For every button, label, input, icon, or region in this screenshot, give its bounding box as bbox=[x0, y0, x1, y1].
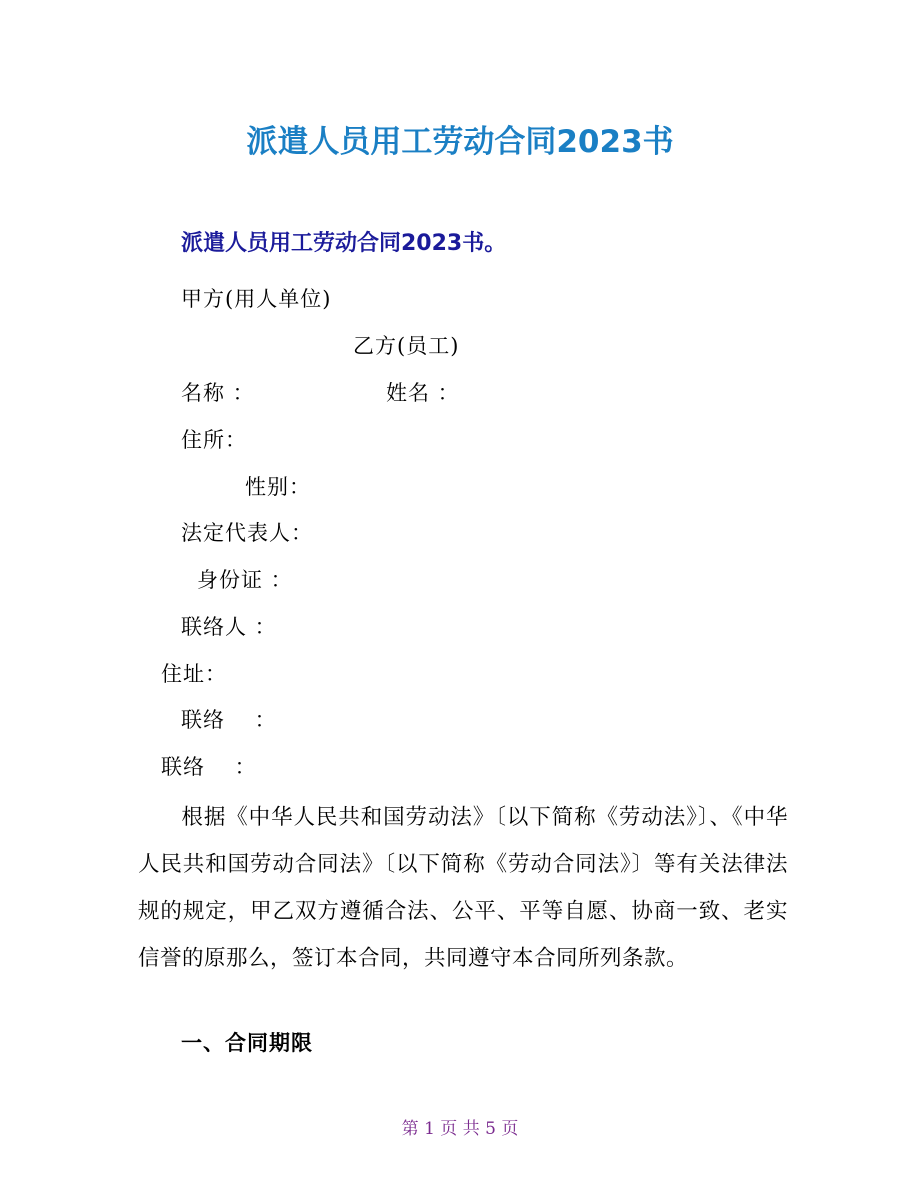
section-heading-contract-term: 一、合同期限 bbox=[181, 1030, 313, 1055]
document-title: 派遣人员用工劳动合同2023书 bbox=[246, 124, 674, 160]
legal-representative-label: 法定代表人： bbox=[181, 521, 313, 545]
residence-label: 住所： bbox=[181, 428, 247, 452]
intro-paragraph-text: 根据《中华人民共和国劳动法》〔以下简称《劳动法》〕、《中华人民共和国劳动合同法》〔以下简称《劳动合同法》〕等有关法律法规的规定，甲乙双方遵循合法、公平、平等自愿、协商一致、老实信誉的原那么，签订本合同，共同遵守本合同所列条款。 bbox=[138, 805, 788, 971]
id-card-label: 身份证 ： bbox=[197, 568, 293, 592]
contact-label-party-a: 联络 ： bbox=[181, 708, 277, 732]
name-label: 名称 ： bbox=[181, 381, 255, 405]
document-subtitle: 派遣人员用工劳动合同2023书。 bbox=[181, 231, 507, 256]
gender-label: 性别： bbox=[245, 475, 311, 499]
full-name-label: 姓名 ： bbox=[386, 381, 460, 405]
party-b-label: 乙方(员工) bbox=[353, 334, 460, 358]
contact-person-label: 联络人 ： bbox=[181, 615, 277, 639]
page-indicator: 第 1 页 共 5 页 bbox=[401, 1119, 519, 1139]
party-a-label: 甲方(用人单位) bbox=[181, 287, 332, 311]
contact-label-party-b: 联络 ： bbox=[161, 755, 257, 779]
intro-paragraph bbox=[138, 794, 788, 982]
address-label: 住址： bbox=[161, 662, 227, 686]
